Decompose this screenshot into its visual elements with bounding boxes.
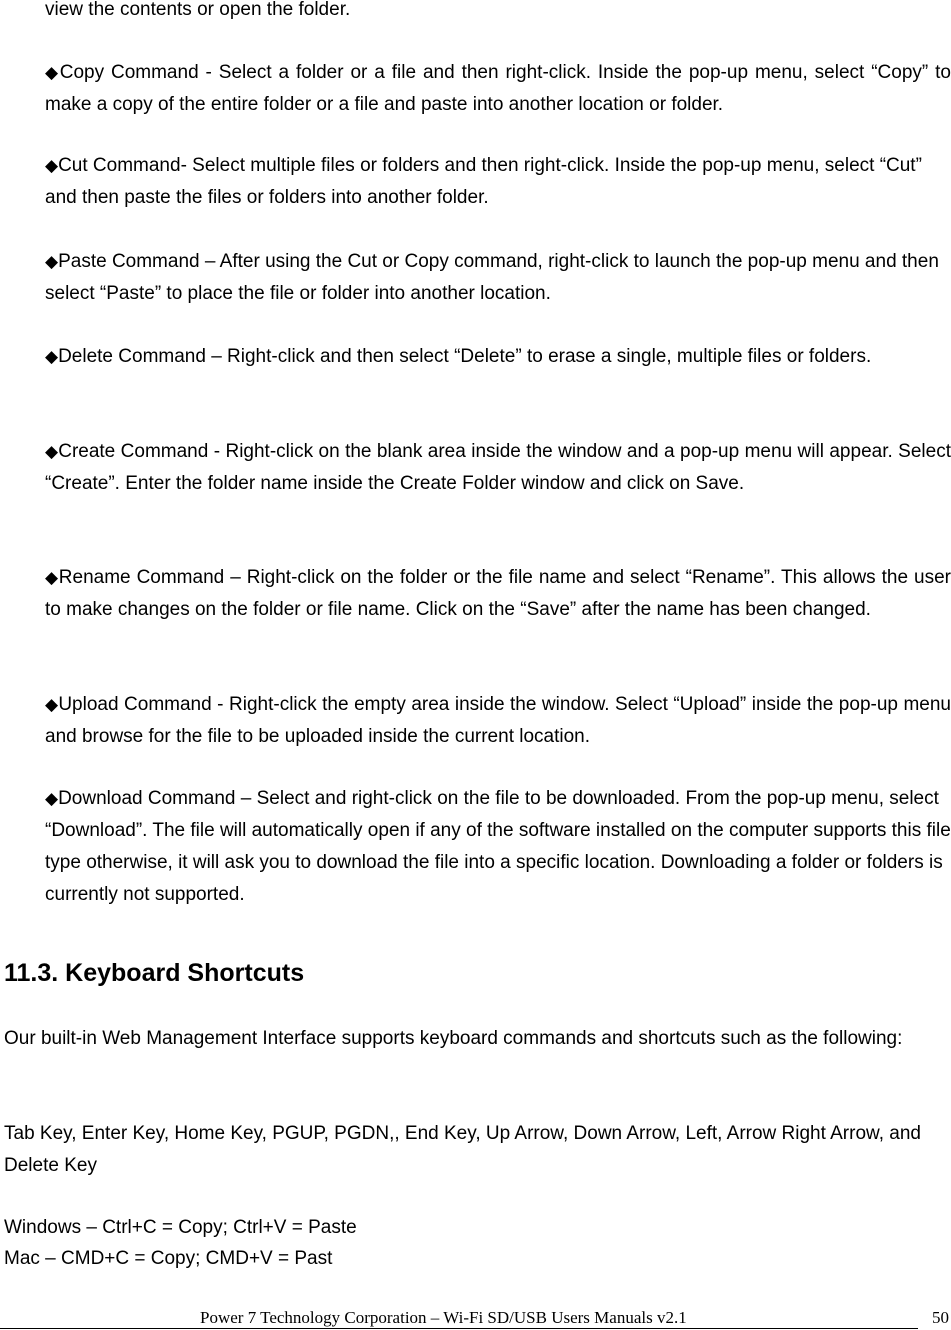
cut-command-item	[45, 150, 951, 214]
section-intro-text: Our built-in Web Management Interface supports keyboard commands and shortcuts such as the following:	[4, 1028, 903, 1049]
bullet-diamond-icon: ◆	[45, 347, 59, 367]
section-intro	[4, 1004, 951, 1074]
cut-command-text: Cut Command- Select multiple files or folders and then right-click. Inside the pop-up menu, select “Cut” and then paste the files or folders into another folder.	[45, 155, 922, 208]
bullet-diamond-icon: ◆	[45, 252, 59, 272]
bullet-diamond-icon: ◆	[45, 442, 59, 462]
copy-command-item	[45, 57, 951, 121]
create-command-item	[45, 436, 951, 500]
download-command-item	[45, 783, 951, 911]
supported-keys-text: Tab Key, Enter Key, Home Key, PGUP, PGDN,, End Key, Up Arrow, Down Arrow, Left, Arrow Right Arrow, and Delete Key	[4, 1123, 921, 1176]
page-footer	[0, 1304, 951, 1330]
bullet-diamond-icon: ◆	[45, 789, 59, 809]
supported-keys	[4, 1099, 951, 1201]
create-command-text: Create Command - Right-click on the blank area inside the window and a pop-up menu will appear. Select “Create”. Enter the folder name inside the Create Folder window and click on Save.	[45, 441, 951, 494]
windows-shortcuts-text: Windows – Ctrl+C = Copy; Ctrl+V = Paste	[4, 1217, 357, 1238]
page-number: 50	[932, 1308, 949, 1327]
bullet-diamond-icon: ◆	[45, 695, 59, 715]
copy-command-text: Copy Command - Select a folder or a file and then right-click. Inside the pop-up menu, select “Copy” to make a copy of the entire folder or a file and paste into another location or folder.	[45, 62, 951, 115]
mac-shortcuts	[4, 1224, 951, 1294]
continuation-line: view the contents or open the folder.	[45, 0, 351, 20]
continuation-text	[45, 0, 951, 26]
download-command-text: Download Command – Select and right-click on the file to be downloaded. From the pop-up menu, select “Download”. The file will automatically open if any of the software installed on the computer supports this file type otherwise, it will ask you to download the file into a specific location. Downloading a folder or folders is currently not supported.	[45, 788, 951, 905]
footer-text: Power 7 Technology Corporation – Wi-Fi SD/USB Users Manuals v2.1	[200, 1308, 687, 1327]
mac-shortcuts-text: Mac – CMD+C = Copy; CMD+V = Past	[4, 1248, 333, 1269]
rename-command-item	[45, 562, 951, 626]
delete-command-item	[45, 341, 951, 373]
rename-command-text: Rename Command – Right-click on the folder or the file name and select “Rename”. This allows the user to make changes on the folder or file name. Click on the “Save” after the name has been changed.	[45, 567, 951, 620]
paste-command-text: Paste Command – After using the Cut or Copy command, right-click to launch the pop-up menu and then select “Paste” to place the file or folder into another location.	[45, 251, 939, 304]
paste-command-item	[45, 246, 951, 310]
upload-command-text: Upload Command - Right-click the empty area inside the window. Select “Upload” inside the pop-up menu and browse for the file to be uploaded inside the current location.	[45, 694, 951, 747]
bullet-diamond-icon: ◆	[45, 568, 59, 588]
footer-divider	[0, 1328, 918, 1329]
bullet-diamond-icon: ◆	[45, 63, 60, 83]
bullet-diamond-icon: ◆	[45, 156, 59, 176]
section-heading: 11.3. Keyboard Shortcuts	[4, 959, 305, 987]
upload-command-item	[45, 689, 951, 753]
delete-command-text: Delete Command – Right-click and then select “Delete” to erase a single, multiple files or folders.	[58, 346, 872, 367]
